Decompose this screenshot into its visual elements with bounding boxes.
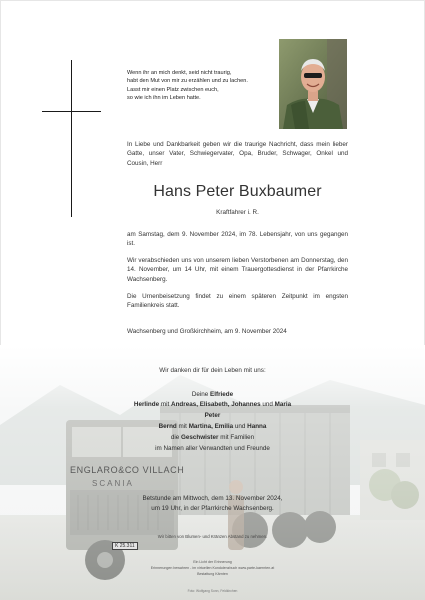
profession: Kraftfahrer i. R. — [216, 209, 259, 216]
poem — [127, 69, 267, 103]
portrait-photo — [279, 39, 347, 129]
family-line-son-peter — [0, 412, 425, 419]
family-name: Elfriede — [210, 391, 234, 398]
contact-line: Erinnerungen bewahren - im virtuellen Kondolenzbuch www.parte-kaernten.at — [150, 566, 275, 570]
family-name: Andreas, Elisabeth, Johannes — [171, 401, 261, 408]
truck-company-sign: ENGLARO&CO VILLACH — [70, 465, 185, 475]
family-name: Hanna — [247, 423, 267, 430]
cross-vertical-bar — [71, 60, 72, 217]
family-text: mit — [176, 423, 189, 430]
family-text: mit — [159, 401, 172, 408]
contact-line: Bestattung Kärnten — [197, 572, 228, 576]
prayer-hour-line-1: Betstunde am Mittwoch, dem 13. November 2024, — [142, 495, 283, 502]
family-name: Herlinde — [133, 401, 160, 408]
family-name: Geschwister — [181, 434, 219, 441]
cross-horizontal-bar — [42, 111, 101, 112]
poem-line: Wenn ihr an mich denkt, seid nicht traurig, — [127, 70, 232, 76]
family-line-son-bernd — [0, 423, 425, 430]
family-text: und — [233, 423, 248, 430]
family-line-siblings — [0, 434, 425, 441]
contact-line: Ein Licht der Erinnerung — [193, 560, 232, 564]
family-name: Maria — [274, 401, 292, 408]
photo-credit: Foto: Wolfgang Sonn, Feldkirchen — [187, 589, 238, 593]
family-line-wife — [0, 391, 425, 398]
truck-model-sign: SCANIA — [92, 479, 134, 488]
family-name: Peter — [204, 412, 221, 419]
farewell-service: Wir verabschieden uns von unserem lieben Verstorbenen am Donnerstag, den 14. November, um 14 Uhr, mit einem Trauergottesdienst in der Pfarrkirche Wachsenberg. — [127, 257, 348, 283]
flowers-note: Wir bitten von Blumen- und Kränzen Abstand zu nehmen. — [157, 534, 268, 539]
thanks-heading: Wir danken dir für dein Leben mit uns: — [159, 367, 266, 374]
death-notice: am Samstag, dem 9. November 2024, im 78. Lebensjahr, von uns gegangen ist. — [127, 231, 348, 248]
poem-line: so wie ich ihn im Leben hatte. — [127, 95, 201, 102]
family-line-daughter — [0, 401, 425, 408]
family-name: Bernd — [158, 423, 177, 430]
poem-line: Lasst mir einen Platz zwischen euch, — [127, 86, 219, 93]
family-text: und — [260, 401, 275, 408]
intro-text: In Liebe und Dankbarkeit geben wir die traurige Nachricht, dass mein lieber Gatte, unser Vater, Schwiegervater, Opa, Bruder, Schwager, Onkel und Cousin, Herr — [127, 141, 348, 167]
urn-burial-note: Die Urnenbeisetzung findet zu einem späteren Zeitpunkt im engsten Familienkreis statt. — [127, 293, 348, 310]
family-name: Martina, Emilia — [188, 423, 234, 430]
truck-license-plate: K 25.311 — [112, 542, 138, 550]
prayer-hour-line-2: um 19 Uhr, in der Pfarrkirche Wachsenberg. — [151, 505, 274, 512]
family-text: mit Familien — [218, 434, 255, 441]
family-text: Deine — [191, 391, 211, 398]
family-text: im Namen aller Verwandten und Freunde — [155, 445, 270, 452]
family-text: die — [170, 434, 181, 441]
family-line-relatives — [0, 445, 425, 452]
deceased-name: Hans Peter Buxbaumer — [153, 183, 322, 200]
place-date: Wachsenberg und Großkirchheim, am 9. November 2024 — [127, 328, 287, 335]
poem-line: habt den Mut von mir zu erzählen und zu lachen. — [127, 78, 248, 85]
